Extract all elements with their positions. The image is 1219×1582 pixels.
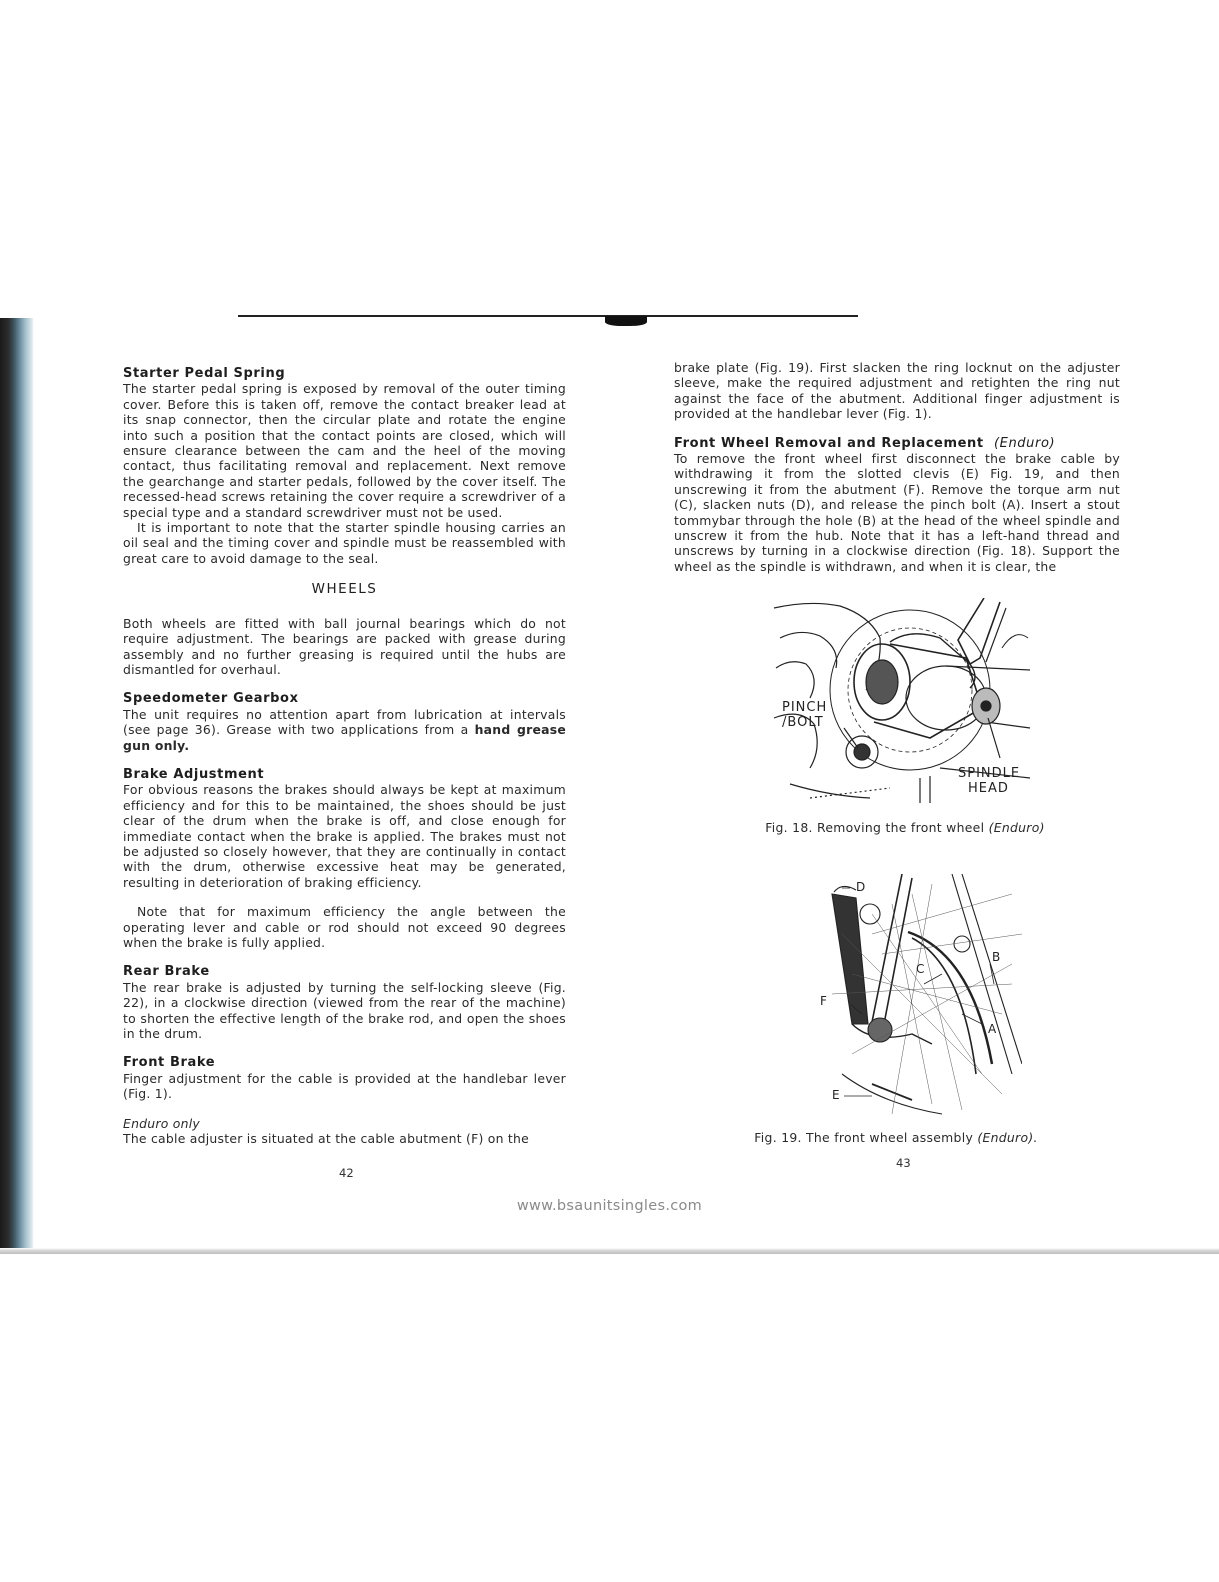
fig18-label-bolt: /BOLT: [782, 715, 824, 730]
brake-adjustment-paragraph: For obvious reasons the brakes should always be kept at maximum efficiency and for this to be maintained, the shoes should be just clear of the drum when the brake is off, and close enough for immediate contact when the brake is applied. The brakes must not be adjusted so closely however, that they are continually in contact with the drum, otherwise excessive heat may be generated, resulting in deterioration of braking efficiency.: [123, 782, 566, 890]
fig18-label-spindle: SPINDLE: [958, 766, 1021, 781]
fig19-caption-text: Fig. 19. The front wheel assembly: [754, 1130, 978, 1145]
continued-paragraph: brake plate (Fig. 19). First slacken the ring locknut on the adjuster sleeve, make the required adjustment and retighten the ring nut against the face of the abutment. Additional finger adjustment is provided at the handlebar lever (Fig. 1).: [674, 360, 1120, 422]
heading-front-brake: Front Brake: [123, 1055, 216, 1071]
fig19-label-c: C: [916, 962, 926, 976]
front-wheel-paragraph: To remove the front wheel first disconnect the brake cable by withdrawing it from the slotted clevis (E) Fig. 19, and then unscrewing it from the abutment (F). Remove the torque arm nut (C), slacken nuts (D), and release the pinch bolt (A). Insert a stout tommybar through the hole (B) at the head of the wheel spindle and unscrew it from the hub. Note that it has a left-hand thread and unscrews by turning in a clockwise direction (Fig. 18). Support the wheel as the spindle is withdrawn, and when it is clear, the: [674, 451, 1120, 574]
book-bottom-edge: [0, 1248, 1219, 1254]
page-number-left: 42: [339, 1166, 354, 1180]
heading-front-wheel-removal: [674, 436, 1120, 451]
figure-19-caption: [746, 1130, 1046, 1145]
front-wheel-heading-text: Front Wheel Removal and Replacement: [674, 435, 984, 451]
enduro-paragraph: The cable adjuster is situated at the cable abutment (F) on the: [123, 1131, 529, 1147]
heading-brake-adjustment: Brake Adjustment: [123, 766, 265, 782]
heading-starter-pedal-spring: Starter Pedal Spring: [123, 366, 286, 381]
fig19-label-e: E: [832, 1088, 841, 1102]
top-rule: [238, 315, 858, 317]
fig19-label-a: A: [988, 1022, 998, 1036]
left-page: [123, 366, 566, 1146]
rear-brake-paragraph: The rear brake is adjusted by turning the self-locking sleeve (Fig. 22), in a clockwise direction (viewed from the rear of the machine) to shorten the effective length of the brake rod, and open the shoes in the drum.: [123, 979, 566, 1042]
front-wheel-heading-tag: (Enduro): [993, 435, 1056, 451]
speedometer-paragraph: [123, 707, 566, 753]
fig18-caption-text: Fig. 18. Removing the front wheel: [765, 820, 989, 835]
wheels-intro: Both wheels are fitted with ball journal bearings which do not require adjustment. The bearings are packed with grease during assembly and no further greasing is required until the hubs are dismantled for overhaul.: [123, 615, 566, 677]
figure-18-illustration: [770, 598, 1032, 808]
fig19-label-d: D: [856, 880, 867, 894]
fig18-caption-tag: (Enduro): [988, 820, 1045, 835]
starter-pedal-paragraph-1: The starter pedal spring is exposed by removal of the outer timing cover. Before this is taken off, remove the contact breaker lead at its snap connector, then the circular plate and rotate the engine into such a position that the contact points are closed, which will ensure clearance between the cam and the heel of the moving contact, thus facilitating removal and replacement. Next remove the gearchange and starter pedals, followed by the cover itself. The recessed-head screws retaining the cover require a screwdriver of a special type and a standard screwdriver must not be used.: [123, 381, 566, 520]
figure-19-drawing: [812, 874, 1022, 1118]
speedometer-text: The unit requires no attention apart from lubrication at intervals (see page 36). Grease with two applications from a: [123, 706, 566, 738]
heading-speedometer-gearbox: Speedometer Gearbox: [123, 691, 299, 707]
starter-pedal-paragraph-2: It is important to note that the starter spindle housing carries an oil seal and the timing cover and spindle must be reassembled with great care to avoid damage to the seal.: [123, 520, 566, 566]
gutter-mark: [605, 316, 647, 326]
heading-rear-brake: Rear Brake: [123, 964, 210, 980]
right-page: [674, 360, 1120, 574]
section-title-wheels: WHEELS: [311, 581, 378, 598]
brake-adjustment-note: Note that for maximum efficiency the angle between the operating lever and cable or rod should not exceed 90 degrees when the brake is fully applied.: [123, 904, 566, 950]
figure-19-illustration: [812, 874, 1022, 1118]
fig19-label-f: F: [820, 994, 828, 1008]
figure-18-caption: [740, 820, 1070, 835]
fig18-label-pinch: PINCH: [782, 700, 828, 715]
fig18-label-head: HEAD: [968, 781, 1009, 796]
fig19-label-b: B: [992, 950, 1002, 964]
watermark-url: www.bsaunitsingles.com: [516, 1198, 703, 1214]
page-number-right: 43: [896, 1156, 911, 1170]
speedometer-bold-text: hand grease gun only.: [123, 722, 567, 753]
book-page-edges: [0, 318, 34, 1252]
enduro-only-label: Enduro only: [123, 1115, 200, 1131]
fig18-label-bolt-text: BOLT: [787, 715, 824, 730]
front-brake-paragraph: Finger adjustment for the cable is provided at the handlebar lever (Fig. 1).: [123, 1070, 566, 1102]
fig19-caption-tag: (Enduro).: [977, 1130, 1038, 1145]
